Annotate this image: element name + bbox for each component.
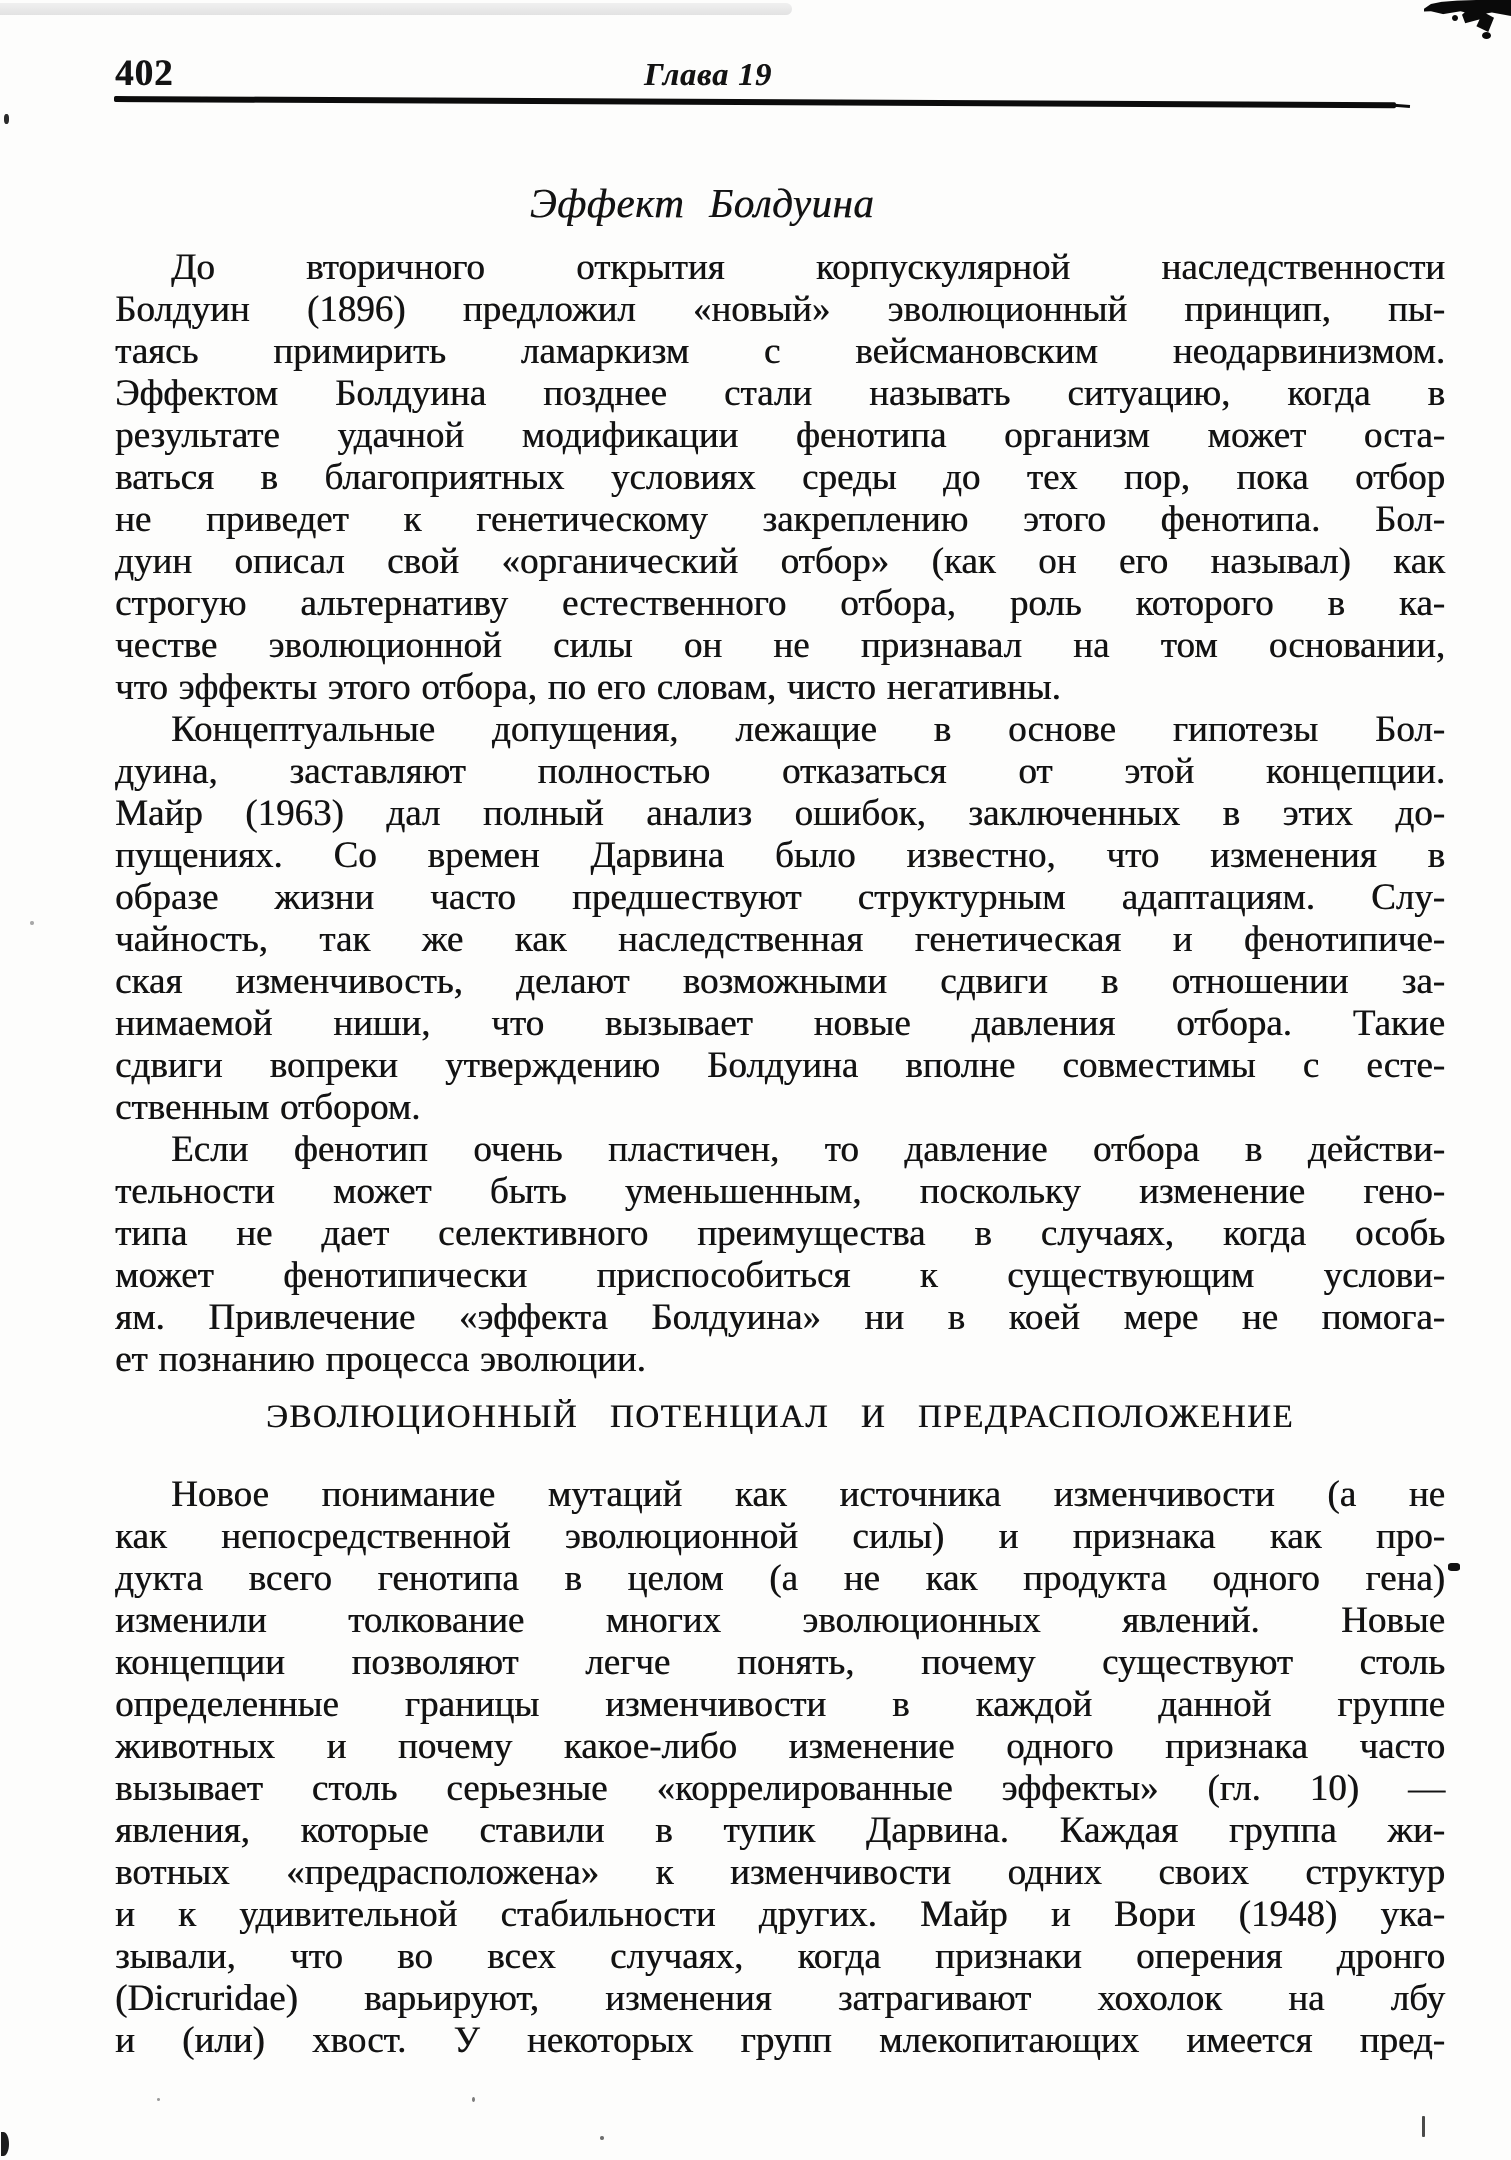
page-number: 402 (115, 53, 174, 94)
text-line: сдвиги вопреки утверждению Болдуина вполне совместимы с есте- (115, 1045, 1445, 1086)
text-line: как непосредственной эволюционной силы) и признака как про- (115, 1516, 1445, 1557)
text-line: явления, которые ставили в тупик Дарвина. Каждая группа жи- (115, 1810, 1445, 1851)
section-heading: ЭВОЛЮЦИОННЫЙ ПОТЕНЦИАЛ И ПРЕДРАСПОЛОЖЕНИЕ (266, 1399, 1294, 1435)
body-text-upper (115, 247, 1445, 1381)
page-header (115, 52, 1445, 98)
text-line: Эффектом Болдуина позднее стали называть ситуацию, когда в (115, 373, 1445, 414)
text-line: образе жизни часто предшествуют структурным адаптациям. Слу- (115, 877, 1445, 918)
ink-blob-shape (1482, 32, 1491, 39)
text-line: Новое понимание мутаций как источника изменчивости (а не (171, 1474, 1445, 1515)
text-line: может фенотипически приспособиться к существующим услови- (115, 1255, 1445, 1296)
text-line: нимаемой ниши, что вызывает новые давления отбора. Такие (115, 1003, 1445, 1044)
text-line: ет познанию процесса эволюции. (115, 1339, 646, 1380)
text-line: честве эволюционной силы он не признавал на том основании, (115, 625, 1445, 666)
text-line: не приведет к генетическому закреплению этого фенотипа. Бол- (115, 499, 1445, 540)
scan-speck (600, 2136, 604, 2140)
text-line: чайность, так же как наследственная генетическая и фенотипиче- (115, 919, 1445, 960)
text-line: Болдуин (1896) предложил «новый» эволюционный принцип, пы- (115, 289, 1445, 330)
text-line: пущениях. Со времен Дарвина было известно, что изменения в (115, 835, 1445, 876)
text-line: зывали, что во всех случаях, когда признаки оперения дронго (115, 1936, 1445, 1977)
ink-blob-shape (1452, 15, 1458, 21)
paragraph (115, 1129, 1445, 1381)
running-head-chapter: Глава 19 (643, 56, 773, 92)
text-line: типа не дает селективного преимущества в случаях, когда особь (115, 1213, 1445, 1254)
scan-speck (1, 2132, 9, 2156)
text-line: тельности может быть уменьшенным, поскольку изменение гено- (115, 1171, 1445, 1212)
paragraph (115, 1474, 1445, 2062)
body-text-lower (115, 1474, 1445, 2062)
text-line: таясь примирить ламаркизм с вейсмановским неодарвинизмом. (115, 331, 1445, 372)
text-line: Концептуальные допущения, лежащие в основе гипотезы Бол- (171, 709, 1445, 750)
text-line: концепции позволяют легче понять, почему существуют столь (115, 1642, 1445, 1683)
scan-speck (1422, 2116, 1425, 2137)
text-line: и (или) хвост. У некоторых групп млекопитающих имеется пред- (115, 2020, 1445, 2061)
scan-speck (472, 2097, 475, 2102)
scan-artifact-ink-blob (1424, 0, 1511, 42)
scan-speck (157, 2098, 160, 2101)
text-line: дуин описал свой «органический отбор» (как он его называл) как (115, 541, 1445, 582)
text-line: Майр (1963) дал полный анализ ошибок, заключенных в этих до- (115, 793, 1445, 834)
text-line: (Dicruridae) варьируют, изменения затрагивают хохолок на лбу (115, 1978, 1445, 2019)
text-line: вызывает столь серьезные «коррелированные эффекты» (гл. 10) — (115, 1768, 1445, 1809)
scan-speck (30, 921, 34, 925)
text-line: животных и почему какое-либо изменение одного признака часто (115, 1726, 1445, 1767)
text-line: что эффекты этого отбора, по его словам, чисто негативны. (115, 667, 1061, 708)
scan-speck (4, 114, 9, 124)
text-line: ям. Привлечение «эффекта Болдуина» ни в коей мере не помога- (115, 1297, 1445, 1338)
text-line: ваться в благоприятных условиях среды до тех пор, пока отбор (115, 457, 1445, 498)
text-line: строгую альтернативу естественного отбора, роль которого в ка- (115, 583, 1445, 624)
text-line: вотных «предрасположена» к изменчивости одних своих структур (115, 1852, 1445, 1893)
text-line: Если фенотип очень пластичен, то давление отбора в действи- (171, 1129, 1445, 1170)
text-line: До вторичного открытия корпускулярной наследственности (171, 247, 1445, 288)
text-line: дуина, заставляют полностью отказаться от этой концепции. (115, 751, 1445, 792)
paragraph (115, 709, 1445, 1129)
text-line: определенные границы изменчивости в каждой данной группе (115, 1684, 1445, 1725)
text-line: и к удивительной стабильности других. Майр и Вори (1948) ука- (115, 1894, 1445, 1935)
text-line: ская изменчивость, делают возможными сдвиги в отношении за- (115, 961, 1445, 1002)
subsection-title: Эффект Болдуина (529, 180, 875, 226)
text-line: результате удачной модификации фенотипа организм может оста- (115, 415, 1445, 456)
scan-speck (1448, 1563, 1460, 1571)
text-line: дукта всего генотипа в целом (а не как продукта одного гена) (115, 1558, 1445, 1599)
text-line: изменили толкование многих эволюционных явлений. Новые (115, 1600, 1445, 1641)
text-line: ственным отбором. (115, 1087, 421, 1128)
scan-artifact-top-streak (0, 3, 792, 15)
paragraph (115, 247, 1445, 709)
